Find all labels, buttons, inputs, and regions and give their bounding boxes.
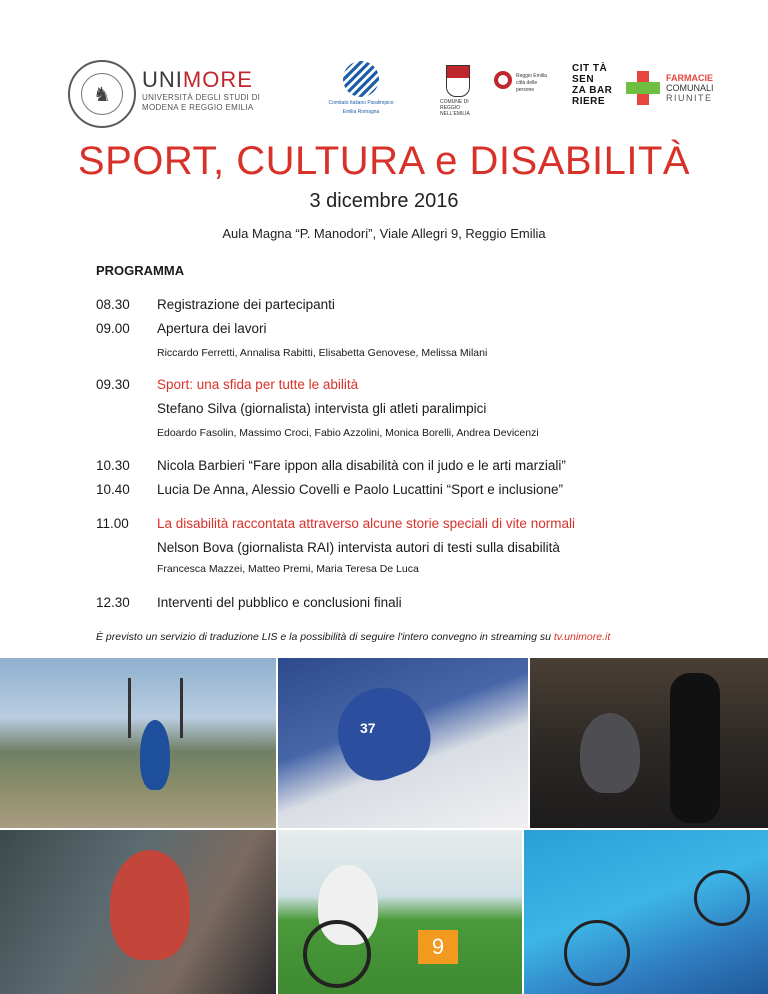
program-text: Stefano Silva (giornalista) intervista gli atleti paralimpici [157,401,487,416]
logo-bar [0,55,768,125]
wheelchair-icon [303,920,371,988]
cip-text-2: Emilia Romagna [342,109,380,115]
program-time: 10.30 [96,458,130,473]
speaker-names: Edoardo Fasolin, Massimo Croci, Fabio Azzolini, Monica Borelli, Andrea Devicenzi [157,427,539,439]
unimore-subtitle-1: UNIVERSITÀ DEGLI STUDI DI [142,93,261,102]
program-text: Nicola Barbieri “Fare ippon alla disabilità con il judo e le arti marziali” [157,458,566,473]
photo-wheelchair-dance [530,658,768,828]
photo-mountain-athlete [0,658,276,828]
photo-shooting [0,830,276,994]
speaker-names: Riccardo Ferretti, Annalisa Rabitti, Elisabetta Genovese, Melissa Milani [157,347,488,359]
cip-text-1: Comitato Italiano Paralimpico [328,100,394,106]
program-time: 10.40 [96,482,130,497]
photo-skier [278,658,528,828]
horse-rider-icon: ♞ [81,73,123,115]
citta-line-1: CIT TÀ [572,63,608,74]
farm-line-2: COMUNALI [666,83,714,93]
program-text: La disabilità raccontata attraverso alcune storie speciali di vite normali [157,516,575,531]
program-text: Nelson Bova (giornalista RAI) intervista autori di testi sulla disabilità [157,540,560,555]
farm-line-1: FARMACIE [666,73,713,83]
streaming-link[interactable]: tv.unimore.it [553,631,611,643]
photo-collage [0,658,768,994]
comune-text: COMUNE DI REGGIO NELL'EMILIA [440,99,470,117]
program-time: 11.00 [96,516,129,531]
page-title: SPORT, CULTURA e DISABILITÀ [77,139,691,183]
citta-senza-barriere-logo [572,63,612,107]
cip-logo [326,61,396,115]
handbike-wheel-icon [694,870,750,926]
photo-handbike [524,830,768,994]
unimore-logo [142,67,260,113]
city-crest-icon [446,65,470,97]
farm-line-3: RIUNITE [666,93,713,103]
cip-emblem-icon [343,61,379,97]
shooter-figure [110,850,190,960]
streaming-note-text: È previsto un servizio di traduzione LIS e la possibilità di seguire l'intero convegno in streaming su [96,631,554,643]
citta-line-2: SEN [572,74,595,85]
athlete-figure [140,720,170,790]
comune-reggio-logo [440,63,550,117]
event-venue: Aula Magna “P. Manodori”, Viale Allegri 9, Reggio Emilia [222,226,546,241]
speaker-names: Francesca Mazzei, Matteo Premi, Maria Teresa De Luca [157,563,419,575]
program-time: 08.30 [96,297,130,312]
program-text: Sport: una sfida per tutte le abilità [157,377,359,392]
pharmacy-cross-icon [626,71,660,105]
university-seal-logo [68,60,136,128]
program-text: Apertura dei lavori [157,321,267,336]
program-heading: PROGRAMMA [96,263,185,278]
unimore-brand-more: MORE [182,67,253,92]
citta-line-3: ZA BAR [572,85,613,96]
program-time: 12.30 [96,595,130,610]
program-time: 09.00 [96,321,130,336]
handbike-wheel-icon [564,920,630,986]
event-date: 3 dicembre 2016 [309,190,459,212]
dancer-standing-figure [670,673,720,823]
unimore-subtitle-2: MODENA E REGGIO EMILIA [142,103,254,112]
reggio-text-2: città delle persone [516,80,538,93]
streaming-note [96,631,610,643]
photo-archery [278,830,522,994]
program-text: Interventi del pubblico e conclusioni finali [157,595,402,610]
skier-figure [325,675,440,790]
crutch-icon [128,678,131,738]
citta-line-4: RIERE [572,96,606,107]
reggio-text-1: Reggio Emilia [516,73,547,79]
crutch-icon [180,678,183,738]
reggio-circle-icon [494,71,512,89]
lane-number: 9 [418,930,458,964]
program-text: Registrazione dei partecipanti [157,297,335,312]
program-text: Lucia De Anna, Alessio Covelli e Paolo Lucattini “Sport e inclusione” [157,482,563,497]
unimore-brand-uni: UNI [142,67,183,92]
program-time: 09.30 [96,377,130,392]
dancer-wheelchair-figure [580,713,640,793]
skier-bib-number: 37 [360,720,376,736]
